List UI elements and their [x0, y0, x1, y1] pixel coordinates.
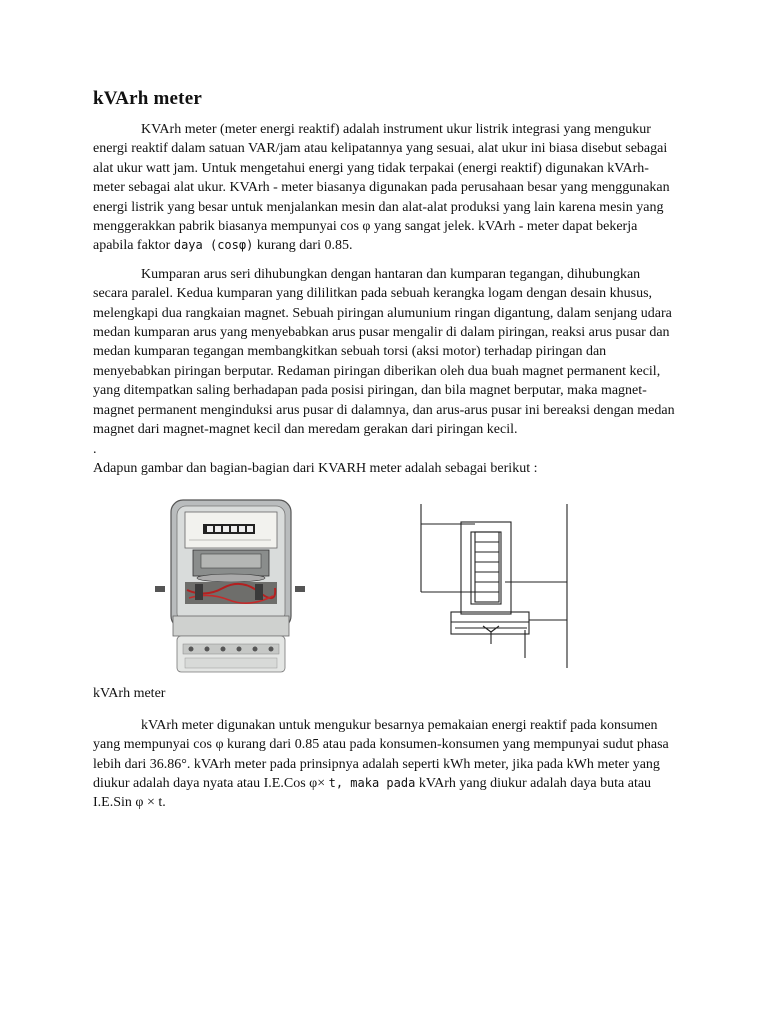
paragraph-2: Kumparan arus seri dihubungkan dengan hantaran dan kumparan tegangan, dihubungkan secara paralel. Kedua kumparan yang dililitkan pada sebuah kerangka logam dengan desain khusus, melengkapi dua rangkaian magnet. Sebuah piringan alumunium ringan digantung, dalam senjang udara medan kumparan arus yang menyebabkan arus pusar mengalir di dalam piringan, reaksi arus pusar dan medan kumparan tegangan membangkitkan sebuah torsi (aksi motor) terhadap piringan dan menyebabkan piringan berputar. Redaman piringan diberikan oleh dua buah magnet permanent kecil, yang ditempatkan saling berhadapan pada posisi piringan, dan bila magnet berputar, maka magnet-magnet permanent menginduksi arus pusar di dalamnya, dan arus-arus pusar ini bereaksi dengan medan magnet dari magnet-magnet kecil dan meredam gerakan dari piringan kecil.: [93, 266, 675, 438]
paragraph-4-formula: t, maka pada: [328, 775, 416, 790]
document-page: [93, 88, 675, 813]
paragraph-4: [93, 716, 675, 813]
page-title: kVArh meter: [93, 88, 202, 109]
paragraph-1-formula: daya (cosφ): [173, 238, 254, 253]
kvarh-meter-photo: [155, 498, 307, 678]
paragraph-1-text: KVArh meter (meter energi reaktif) adalah instrument ukur listrik integrasi yang mengukur energi reaktif dalam satuan VAR/jam atau kelipatannya yang sesuai, alat ukur ini biasa disebut sebagai alat ukur watt jam. Untuk mengetahui energi yang tidak terpakai (energi reaktif) digunakan kVArh- meter sebagai alat ukur. KVArh - meter biasanya digunakan pada perusahaan besar yang menggunakan energi listrik yang besar untuk menjalankan mesin dan alat-alat produksi yang lain karena mesin yang menggerakkan pabrik biasanya mempunyai cos φ yang sangat jelek. kVArh - meter dapat bekerja apabila faktor: [93, 122, 670, 254]
figure-row: [93, 494, 675, 684]
paragraph-3: Adapun gambar dan bagian-bagian dari KVARH meter adalah sebagai berikut :: [93, 460, 538, 476]
paragraph-4-text-b: kVArh yang diukur adalah daya buta atau I.E.Sin φ × t.: [93, 775, 652, 811]
paragraph-4-text-a: kVArh meter digunakan untuk mengukur besarnya pemakaian energi reaktif pada konsumen yang mempunyai cos φ kurang dari 0.85 atau pada konsumen-konsumen yang mempunyai sudut phasa lebih dari 36.86°. kVArh meter pada prinsipnya adalah seperti kWh meter, jika pada kWh meter yang diukur adalah daya nyata atau I.E.Cos φ×: [93, 717, 669, 791]
paragraph-1-end: kurang dari 0.85.: [256, 238, 353, 254]
figure-caption: kVArh meter: [93, 686, 166, 702]
kvarh-meter-schematic: [411, 502, 573, 672]
separator-dot: .: [93, 441, 97, 457]
paragraph-1: [93, 120, 675, 256]
